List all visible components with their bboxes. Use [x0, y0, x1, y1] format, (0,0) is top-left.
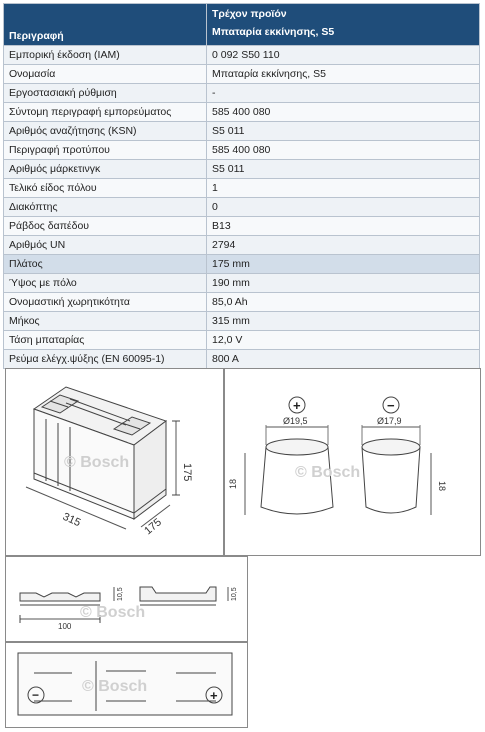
terminal-layout-drawing — [5, 642, 248, 728]
minus-icon: − — [387, 398, 395, 413]
dim-left-label: 10,5 — [117, 587, 124, 601]
dim-100-label: 100 — [58, 622, 72, 631]
watermark: © Bosch — [295, 464, 361, 481]
dim-width-label: 175 — [142, 516, 164, 538]
table-row — [4, 160, 480, 179]
dim-right-label: 10,5 — [231, 587, 238, 601]
base-ledge-svg — [6, 557, 247, 641]
table-row — [4, 122, 480, 141]
row-value: 585 400 080 — [207, 103, 480, 122]
row-value: Μπαταρία εκκίνησης, S5 — [207, 65, 480, 84]
row-label: Εμπορική έκδοση (IAM) — [4, 46, 207, 65]
header-product-line2: Μπαταρία εκκίνησης, S5 — [212, 26, 335, 38]
row-label: Τελικό είδος πόλου — [4, 179, 207, 198]
table-row — [4, 65, 480, 84]
table-row — [4, 350, 480, 369]
plus-icon: + — [210, 688, 218, 703]
row-label: Αριθμός αναζήτησης (KSN) — [4, 122, 207, 141]
table-row — [4, 331, 480, 350]
row-value: 2794 — [207, 236, 480, 255]
header-product — [207, 4, 480, 46]
row-value: 1 — [207, 179, 480, 198]
table-row — [4, 46, 480, 65]
row-value: 315 mm — [207, 312, 480, 331]
row-value: - — [207, 84, 480, 103]
header-description: Περιγραφή — [4, 4, 207, 46]
row-value: 0 — [207, 198, 480, 217]
row-value: 0 092 S50 110 — [207, 46, 480, 65]
watermark: © Bosch — [82, 678, 148, 695]
table-row — [4, 84, 480, 103]
height-right-label: 18 — [437, 481, 447, 492]
row-value: B13 — [207, 217, 480, 236]
row-value: 85,0 Ah — [207, 293, 480, 312]
row-value: 585 400 080 — [207, 141, 480, 160]
row-label: Πλάτος — [4, 255, 207, 274]
table-header-row — [4, 4, 480, 46]
base-ledge-drawing — [5, 556, 248, 642]
dim-length-label: 315 — [60, 510, 83, 530]
table-row — [4, 255, 480, 274]
row-label: Διακόπτης — [4, 198, 207, 217]
table-row — [4, 236, 480, 255]
table-row — [4, 198, 480, 217]
table-row — [4, 141, 480, 160]
header-product-line1: Τρέχον προϊόν — [212, 8, 287, 20]
table-row — [4, 293, 480, 312]
spec-table — [3, 3, 480, 369]
watermark: © Bosch — [80, 604, 146, 621]
table-row — [4, 217, 480, 236]
row-value: S5 011 — [207, 160, 480, 179]
row-value: S5 011 — [207, 122, 480, 141]
terminal-drawing-svg — [225, 369, 480, 555]
row-value: 175 mm — [207, 255, 480, 274]
row-label: Σύντομη περιγραφή εμπορεύματος — [4, 103, 207, 122]
height-left-label: 18 — [228, 478, 238, 489]
row-label: Εργοστασιακή ρύθμιση — [4, 84, 207, 103]
terminal-dimension-drawing — [224, 368, 481, 556]
row-label: Περιγραφή προτύπου — [4, 141, 207, 160]
table-row — [4, 274, 480, 293]
terminal-layout-svg — [6, 643, 247, 727]
row-label: Τάση μπαταρίας — [4, 331, 207, 350]
battery-dimension-drawing — [5, 368, 224, 556]
battery-drawing-svg — [6, 369, 223, 555]
table-row — [4, 179, 480, 198]
row-label: Ύψος με πόλο — [4, 274, 207, 293]
table-row — [4, 312, 480, 331]
watermark: © Bosch — [64, 454, 130, 471]
row-label: Ρεύμα ελέγχ.ψύξης (EN 60095-1) — [4, 350, 207, 369]
plus-icon: + — [293, 398, 301, 413]
dim-height-label: 175 — [181, 463, 193, 482]
row-label: Αριθμός μάρκετινγκ — [4, 160, 207, 179]
row-value: 800 A — [207, 350, 480, 369]
table-row — [4, 103, 480, 122]
diameter-minus-label: Ø17,9 — [377, 416, 402, 426]
row-label: Ράβδος δαπέδου — [4, 217, 207, 236]
row-label: Ονομασία — [4, 65, 207, 84]
diameter-plus-label: Ø19,5 — [283, 416, 308, 426]
row-label: Αριθμός UN — [4, 236, 207, 255]
row-value: 190 mm — [207, 274, 480, 293]
minus-icon: − — [32, 688, 40, 702]
row-value: 12,0 V — [207, 331, 480, 350]
row-label: Ονομαστική χωρητικότητα — [4, 293, 207, 312]
row-label: Μήκος — [4, 312, 207, 331]
